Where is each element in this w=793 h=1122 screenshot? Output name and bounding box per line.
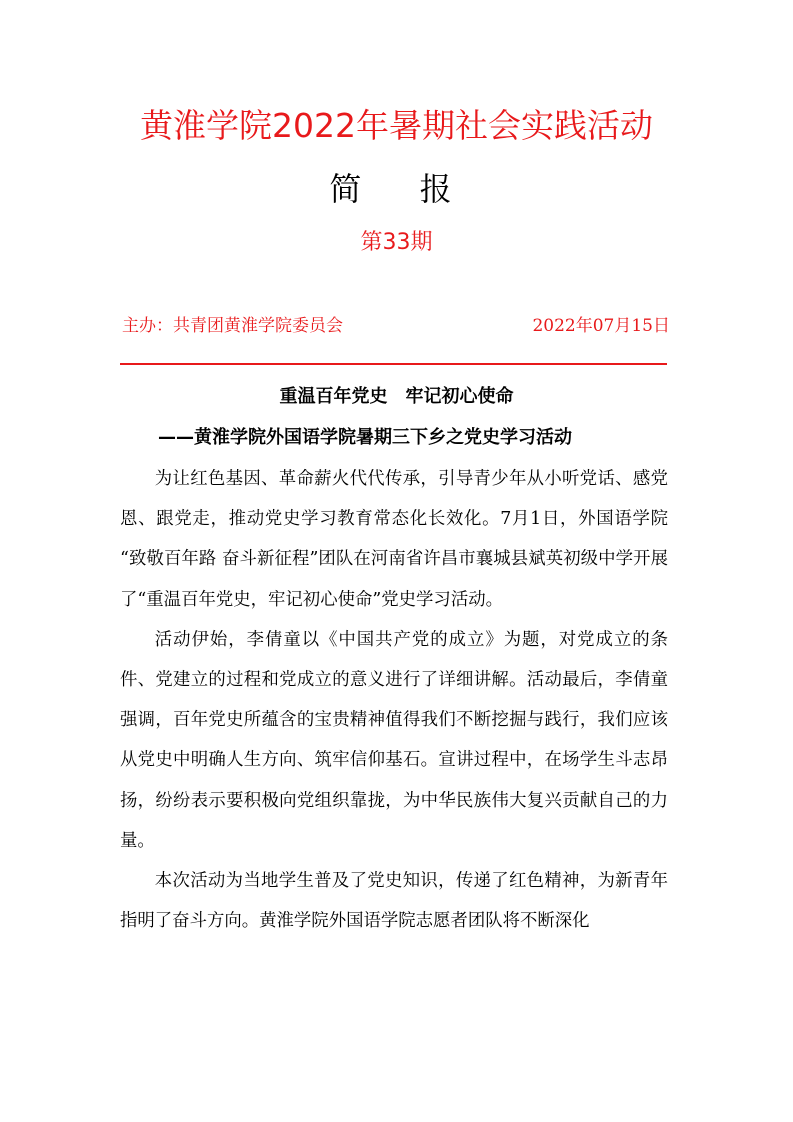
publish-date: 2022年07月15日	[532, 316, 670, 336]
header-divider	[120, 363, 667, 365]
article-paragraph: 为让红色基因、革命薪火代代传承，引导青少年从小听党话、感党恩、跟党走，推动党史学习教育常态化长效化。7月1日，外国语学院 “致敬百年路 奋斗新征程”团队在河南省许昌市襄城县斌英初级中学开展了“重温百年党史，牢记初心使命”党史学习活动。	[120, 469, 668, 610]
article-body	[120, 459, 668, 941]
article-subtitle: ——黄淮学院外国语学院暑期三下乡之党史学习活动	[158, 427, 572, 448]
bulletin-title: 黄淮学院2022年暑期社会实践活动	[140, 106, 653, 145]
article-title: 重温百年党史 牢记初心使命	[279, 386, 514, 407]
sponsor-label: 主办：共青团黄淮学院委员会	[122, 316, 343, 336]
sponsor-row	[122, 313, 670, 339]
article-paragraph: 活动伊始，李倩童以《中国共产党的成立》为题，对党成立的条件、党建立的过程和党成立的意义进行了详细讲解。活动最后，李倩童强调，百年党史所蕴含的宝贵精神值得我们不断挖掘与践行，我们应该从党史中明确人生方向、筑牢信仰基石。宣讲过程中，在场学生斗志昂扬，纷纷表示要积极向党组织靠拢，为中华民族伟大复兴贡献自己的力量。	[120, 629, 668, 851]
article-paragraph: 本次活动为当地学生普及了党史知识，传递了红色精神，为新青年指明了奋斗方向。黄淮学院外国语学院志愿者团队将不断深化	[120, 871, 668, 932]
bulletin-subtitle: 简 报	[329, 170, 476, 208]
issue-number: 第33期	[360, 230, 433, 255]
